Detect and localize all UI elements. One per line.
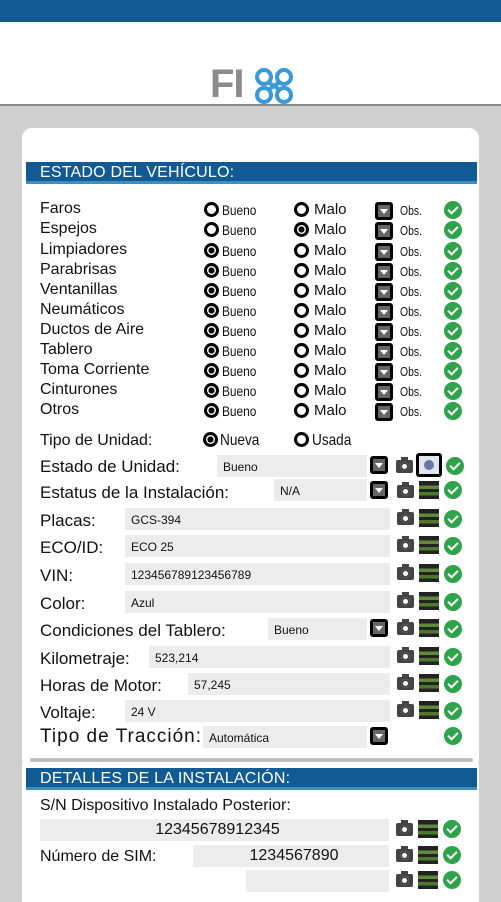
camera-icon[interactable] (397, 704, 414, 717)
radio-malo[interactable] (294, 323, 309, 338)
check-icon (444, 362, 462, 380)
radio-malo[interactable] (294, 243, 309, 258)
chevron-down-icon[interactable] (370, 481, 388, 499)
estatus-select[interactable]: N/A (274, 479, 367, 501)
sn-label-row (0, 797, 501, 817)
radio-bueno-label: Bueno (222, 222, 257, 238)
obs-label: Obs. (400, 203, 422, 218)
radio-malo[interactable] (294, 403, 309, 418)
camera-icon[interactable] (396, 874, 413, 887)
chevron-down-icon[interactable] (375, 303, 393, 321)
check-icon (444, 382, 462, 400)
estado-item-label: Otros (40, 401, 80, 418)
estado-row (0, 341, 501, 361)
estado-item-label: Faros (40, 200, 81, 217)
photo-thumbnail[interactable] (416, 453, 442, 477)
camera-icon[interactable] (396, 849, 413, 862)
radio-malo-label: Malo (314, 282, 347, 299)
radio-nueva[interactable] (203, 432, 218, 447)
photo-thumbnail[interactable] (419, 674, 439, 692)
obs-label: Obs. (400, 384, 422, 399)
camera-icon[interactable] (396, 823, 413, 836)
radio-bueno-label: Bueno (222, 263, 257, 279)
radio-bueno-label: Bueno (222, 403, 257, 419)
check-icon (443, 846, 461, 864)
radio-malo-label: Malo (314, 322, 347, 339)
obs-label: Obs. (400, 244, 422, 259)
estado-item-label: Parabrisas (40, 261, 117, 278)
chevron-down-icon[interactable] (375, 263, 393, 281)
check-icon (444, 648, 462, 666)
estado-item-label: Cinturones (40, 381, 118, 398)
check-icon (444, 593, 462, 611)
chevron-down-icon[interactable] (370, 456, 388, 474)
eco-input[interactable]: ECO 25 (125, 535, 390, 557)
chevron-down-icon[interactable] (375, 202, 393, 220)
radio-bueno-label: Bueno (222, 383, 257, 399)
estatus-row (0, 481, 501, 501)
check-icon (444, 242, 462, 260)
chevron-down-icon[interactable] (375, 343, 393, 361)
radio-bueno[interactable] (204, 343, 219, 358)
check-icon (444, 565, 462, 583)
estado-item-label: Ductos de Aire (40, 321, 145, 338)
check-icon (444, 342, 462, 360)
radio-usada-label: Usada (312, 432, 352, 449)
extra-row (0, 870, 501, 890)
obs-label: Obs. (400, 404, 422, 419)
kilometraje-row (0, 646, 501, 666)
chevron-down-icon[interactable] (375, 243, 393, 261)
estado-item-label: Espejos (40, 220, 97, 237)
check-icon (444, 201, 462, 219)
estado-unidad-label: Estado de Unidad: (40, 457, 180, 476)
radio-bueno-label: Bueno (222, 343, 257, 359)
horas-row (0, 673, 501, 693)
radio-bueno-label: Bueno (222, 202, 257, 218)
photo-thumbnail[interactable] (419, 592, 439, 610)
radio-bueno[interactable] (204, 283, 219, 298)
photo-thumbnail[interactable] (419, 701, 439, 719)
radio-malo[interactable] (294, 303, 309, 318)
app-logo (210, 62, 294, 106)
condiciones-row (0, 618, 501, 638)
photo-thumbnail[interactable] (418, 820, 438, 838)
placas-label: Placas: (40, 511, 96, 530)
radio-bueno-label: Bueno (222, 283, 257, 299)
traccion-label: Tipo de Tracción: (40, 726, 202, 747)
photo-thumbnail[interactable] (419, 536, 439, 554)
traccion-select[interactable]: Automática (203, 726, 367, 748)
sim-label: Número de SIM: (40, 848, 157, 865)
logo-text: FI (210, 62, 244, 106)
placas-row (0, 508, 501, 528)
radio-bueno[interactable] (204, 263, 219, 278)
kilometraje-label: Kilometraje: (40, 649, 130, 668)
camera-icon[interactable] (397, 567, 414, 580)
estado-item-label: Neumáticos (40, 301, 125, 318)
camera-icon[interactable] (397, 512, 414, 525)
chevron-down-icon[interactable] (375, 323, 393, 341)
radio-malo[interactable] (294, 222, 309, 237)
radio-malo-label: Malo (314, 402, 347, 419)
radio-malo-label: Malo (314, 201, 347, 218)
tipo-unidad-row (0, 432, 501, 452)
check-icon (444, 402, 462, 420)
photo-thumbnail[interactable] (419, 509, 439, 527)
estatus-label: Estatus de la Instalación: (40, 483, 230, 502)
radio-bueno[interactable] (204, 202, 219, 217)
radio-malo[interactable] (294, 383, 309, 398)
condiciones-label: Condiciones del Tablero: (40, 621, 226, 640)
sim-input[interactable]: 1234567890 (193, 845, 389, 867)
check-icon (444, 282, 462, 300)
radio-bueno[interactable] (204, 323, 219, 338)
check-icon (443, 820, 461, 838)
condiciones-select[interactable]: Bueno (268, 618, 367, 640)
photo-thumbnail[interactable] (419, 619, 439, 637)
kilometraje-input[interactable]: 523,214 (149, 646, 390, 668)
check-icon (444, 302, 462, 320)
sn-input[interactable]: 12345678912345 (40, 819, 389, 841)
chevron-down-icon[interactable] (375, 222, 393, 240)
vin-label: VIN: (40, 566, 74, 585)
radio-bueno[interactable] (204, 363, 219, 378)
radio-bueno[interactable] (204, 222, 219, 237)
check-icon (444, 727, 462, 745)
tipo-unidad-label: Tipo de Unidad: (40, 432, 153, 449)
radio-malo-label: Malo (314, 262, 347, 279)
radio-malo[interactable] (294, 363, 309, 378)
estado-row (0, 401, 501, 421)
radio-bueno[interactable] (204, 243, 219, 258)
photo-thumbnail[interactable] (418, 846, 438, 864)
camera-icon[interactable] (397, 622, 414, 635)
camera-icon[interactable] (397, 650, 414, 663)
estado-item-label: Limpiadores (40, 241, 128, 258)
check-icon (444, 510, 462, 528)
radio-malo-label: Malo (314, 221, 347, 238)
obs-label: Obs. (400, 344, 422, 359)
radio-malo[interactable] (294, 343, 309, 358)
obs-label: Obs. (400, 304, 422, 319)
horas-label: Horas de Motor: (40, 676, 162, 695)
color-row (0, 591, 501, 611)
app-header (0, 22, 501, 106)
radio-bueno-label: Bueno (222, 323, 257, 339)
color-label: Color: (40, 594, 86, 613)
placas-input[interactable]: GCS-394 (125, 508, 390, 530)
estado-unidad-row (0, 455, 501, 475)
check-icon (446, 457, 464, 475)
vin-input[interactable]: 123456789123456789 (125, 563, 390, 585)
radio-bueno-label: Bueno (222, 363, 257, 379)
chevron-down-icon[interactable] (375, 383, 393, 401)
obs-label: Obs. (400, 284, 422, 299)
photo-thumbnail[interactable] (419, 647, 439, 665)
chevron-down-icon[interactable] (375, 363, 393, 381)
voltaje-label: Voltaje: (40, 703, 96, 722)
obs-label: Obs. (400, 264, 422, 279)
check-icon (444, 262, 462, 280)
chevron-down-icon[interactable] (370, 619, 388, 637)
obs-label: Obs. (400, 364, 422, 379)
sn-row (0, 819, 501, 839)
section-title: ESTADO DEL VEHÍCULO: (40, 164, 235, 181)
radio-nueva-label: Nueva (220, 432, 260, 449)
color-input[interactable]: Azul (125, 591, 390, 613)
status-bar (0, 0, 501, 22)
radio-bueno-label: Bueno (222, 243, 257, 259)
radio-malo-label: Malo (314, 302, 347, 319)
chevron-down-icon[interactable] (370, 727, 388, 745)
radio-malo[interactable] (294, 202, 309, 217)
voltaje-row (0, 700, 501, 720)
check-icon (444, 702, 462, 720)
estado-row (0, 281, 501, 301)
estado-unidad-select[interactable]: Bueno (217, 455, 367, 477)
estado-row (0, 381, 501, 401)
estado-row (0, 361, 501, 381)
camera-icon[interactable] (396, 460, 413, 473)
section-header-detalles (26, 768, 477, 790)
section-title: DETALLES DE LA INSTALACIÓN: (40, 770, 291, 787)
estado-item-label: Tablero (40, 341, 93, 358)
estado-item-label: Ventanillas (40, 281, 118, 298)
radio-bueno-label: Bueno (222, 303, 257, 319)
eco-row (0, 535, 501, 555)
camera-icon[interactable] (397, 677, 414, 690)
section-header-estado (26, 162, 477, 184)
chevron-down-icon[interactable] (375, 283, 393, 301)
sim-row (0, 845, 501, 865)
extra-input[interactable] (246, 870, 389, 892)
horas-input[interactable]: 57,245 (188, 673, 390, 695)
obs-label: Obs. (400, 324, 422, 339)
chevron-down-icon[interactable] (375, 403, 393, 421)
radio-bueno[interactable] (204, 383, 219, 398)
logo-link-icon (254, 66, 294, 106)
radio-bueno[interactable] (204, 303, 219, 318)
check-icon (444, 537, 462, 555)
photo-thumbnail[interactable] (419, 564, 439, 582)
check-icon (444, 620, 462, 638)
photo-thumbnail[interactable] (418, 871, 438, 889)
estado-row (0, 321, 501, 341)
estado-row (0, 241, 501, 261)
eco-label: ECO/ID: (40, 538, 104, 557)
photo-thumbnail[interactable] (419, 481, 439, 499)
obs-label: Obs. (400, 223, 422, 238)
radio-malo-label: Malo (314, 382, 347, 399)
check-icon (444, 675, 462, 693)
camera-icon[interactable] (397, 539, 414, 552)
vin-row (0, 563, 501, 583)
radio-malo-label: Malo (314, 362, 347, 379)
estado-row (0, 200, 501, 220)
camera-icon[interactable] (397, 595, 414, 608)
estado-row (0, 220, 501, 240)
radio-malo[interactable] (294, 263, 309, 278)
estado-row (0, 261, 501, 281)
radio-malo-label: Malo (314, 342, 347, 359)
estado-row (0, 301, 501, 321)
radio-bueno[interactable] (204, 403, 219, 418)
radio-malo[interactable] (294, 283, 309, 298)
traccion-row (0, 726, 501, 746)
estado-item-label: Toma Corriente (40, 361, 150, 378)
check-icon (444, 322, 462, 340)
camera-icon[interactable] (397, 485, 414, 498)
check-icon (443, 871, 461, 889)
radio-usada[interactable] (294, 432, 309, 447)
sn-label: S/N Dispositivo Instalado Posterior: (40, 797, 291, 814)
check-icon (444, 221, 462, 239)
check-icon (444, 481, 462, 499)
radio-malo-label: Malo (314, 242, 347, 259)
voltaje-input[interactable]: 24 V (125, 700, 390, 722)
